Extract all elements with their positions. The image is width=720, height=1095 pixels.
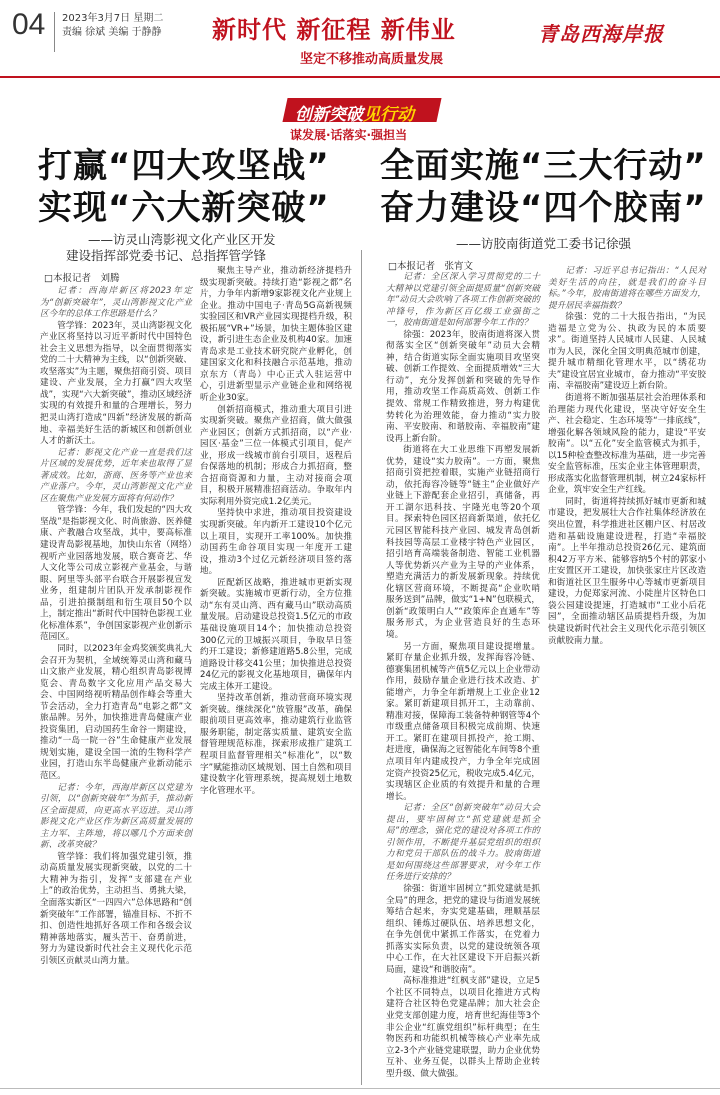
right-article-paragraph: 徐强：2023年，胶南街道将深入贯彻落实全区“创新突破年”动员大会精神，结合街道实际全面实施项目攻坚突破、创新工作提效、全面提质增效“三大行动”，充分发挥创新和突破的先导作用，推动攻坚工作高质高效、创新工作提效、常规工作精致推进，努力构建优势转化为治理效能，奋力推动“实力胶南、平安胶南、和谐胶南、幸福胶南”建设再上新台阶。 [386, 329, 540, 444]
newspaper-brand: 青岛西海岸报 [538, 22, 664, 46]
page-masthead [0, 0, 720, 78]
right-article-paragraph: 记者：全区“创新突破年”动员大会提出，要牢固树立“抓党建就是抓全局”的理念，强化党的建设对各项工作的引领作用，不断提升基层党组织的组织力和党员干部队伍的战斗力。胶南街道是如何围绕这些部署要求，对今年工作任务进行安排的？ [386, 803, 540, 883]
right-article-paragraph: 高标准推进“红枫支部”建设，立足5个社区不同特点，以项目化推进方式构建符合社区特色党建品牌；加大社会企业党支部创建力度，培育世纪海佳等3个非公企业“红旗党组织”标杆典型；在生物医药和功能织机械等核心产业率先成立2-3个产业链党建联盟，助力企业优势互补、业务互促，以群头上帮助企业转型升级、做大做强。 [386, 976, 540, 1079]
banner-title: 创新突破见行动 [295, 105, 414, 125]
right-article-paragraph: 同时，街道将持续抓好城市更新和城市建设，把发展壮大合作社集体经济放在突出位置，科学推进社区棚户区、村居改造和基础设施建设进程，打造“幸福胶南”。上半年推动总投资26亿元、建筑面积42万平方米、能够容纳5个村的郭家小庄安置区开工建设，加快张家庄片区改造和街道社区卫生服务中心等城市更新项目建设，力促郑家河流、小陡崖片区特色口袋公园建设提速，打造城市“工业小后花园”，全面推动辖区品质提档升级，为加快建设新时代社会主义现代化示范引领区贡献胶南力量。 [548, 496, 706, 646]
left-reporter: □本报记者 刘腾 [44, 273, 120, 284]
right-reporter: □本报记者 张宵文 [388, 261, 473, 272]
page-bottom-rule [0, 1088, 720, 1089]
left-article-paragraph: 坚持快中求进，推动项目投资建设实现新突破。年内新开工建设10个亿元以上项目，实现开工率100%。加快推动国药生命谷项目实现一年度开工建设，推动3个过亿元新经济项目签约落地。 [200, 508, 352, 577]
editors: 责编 徐斌 [62, 27, 106, 38]
left-article-paragraph: 管学锋：2023年，灵山湾影视文化产业区将坚持以习近平新时代中国特色社会主义思想为指导，以全面贯彻落实党的二十大精神为主线，以“创新突破、攻坚落实”为主题，聚焦招商引资、项目建设、产业发展，全力打赢“四大攻坚战”，实现“六大新突破”，推动区域经济实现的有效提升和量的合理增长，努力把灵山湾打造成“四新”经济发展的新高地、幸福美好生活的新城区和创新创业人才的新沃土。 [40, 320, 192, 447]
page-number: 04 [12, 8, 46, 41]
column-divider [361, 250, 362, 1085]
left-headline-line1: 打赢“四大攻坚战” [38, 146, 330, 186]
left-subtitle-line1: ——访灵山湾影视文化产业区开发 [88, 232, 276, 247]
left-article-paragraph: 管学锋：今年，我们发起的“四大攻坚战”是指影视文化、时尚旅游、医养健康、产教融合攻坚战，其中，要高标准建设青岛影视基地，加快山东省（网络）视听产业园落地发展，联合赛奇艺、华人文化等公司成立影视产业基金，与谐眼、阿里等头部平台联合开展影视宣发业务，组建制片团队开发承制影视作品，引进拍摄制组和衍生项目50个以上，制定推出“新时代中国特色影视工业化标准体系”，争创国家影视产业创新示范园区。 [40, 505, 192, 643]
left-article-paragraph: 记者：今年，西海岸新区以党建为引领，以“创新突破年”为抓手，推动新区全面提质，向更高水平迈进。灵山湾影视文化产业区作为新区高质量发展的主力军、主阵地，将以哪几个方面来创新、改革突破？ [40, 782, 192, 851]
page-meta [62, 12, 163, 40]
left-article-paragraph: 管学锋：我们将加强党建引领，推动高质量发展实现新突破，以党的二十大精神为指引，发挥“支部建在产业上”的政治优势，主动担当、勇挑大梁，全面落实新区“一四四六”总体思路和“创新突破年”工作部署，锚准目标、不折不扣、创造性地抓好各项工作和各级会议精神落地落实，履头苦干、奋勇前进，努力为建设新时代社会主义现代化示范引领区贡献灵山湾力量。 [40, 851, 192, 966]
masthead-rule [0, 76, 720, 78]
banner-tagline: 谋发展·话落实·强担当 [290, 128, 408, 142]
left-headline-line2: 实现“六大新突破” [38, 188, 330, 228]
right-subtitle: ——访胶南街道党工委书记徐强 [456, 236, 632, 251]
right-article-paragraph: 街道将在大工业思维下再塑发展新优势，建设“实力胶南”。一方面，聚焦招商引资把控着眼，实施产业链招商行动，依托海容冷链等“链主”企业做好产业链上下游配套企业招引，真储备，再开工湖尔迅科技、宇隆光电等20个项目。探索特色园区招商新渠道，依托亿元园区智能科技产业园、城发青岛创新科技园等高层工业楼宇特色产业园区，招引培育高端装备制造、智能工业机器人等优势新兴产业为主导的产业体系，塑造充满活力的新发展新现象。持续优化辖区营商环境，不断提高“企业吹哨 服务送到”品牌，做实“1+N”包联模式，创新“政策明白人”“政策库企直通车”等服务形式，为企业营造良好的生态环境。 [386, 445, 549, 640]
right-article-paragraph: 徐强：党的二十大报告指出，“为民造福是立党为公、执政为民的本质要求”。街道坚持人民城市人民建、人民城市为人民，深化全国文明典范城市创建，提升城市精细化管理水平，以“绣花功夫”建设宜居宜业城市，奋力推动“平安胶南、幸福胶南”建设迈上新台阶。 [548, 312, 706, 392]
right-article-column-2 [548, 266, 706, 1084]
left-article-paragraph: 坚持改革创新，推动营商环境实现新突破。继续深化“放管服”改革，确保眼前项目更高效率，推动建筑行业监管服务职能，制定落实质量、建筑安全监督管理规范标准，探索形成推广建筑工程项目监督管理相关“标准化”，以“数字”赋能推动区域规划、国土自然和项目建设数字化管理系统，提高规划土地数字化管理水平。 [200, 693, 352, 796]
left-article-paragraph: 匠配新区战略，推进城市更新实现新突破。实施城市更新行动，全方位推动“东有灵山湾、西有藏马山”联动高质量发展。启动建设总投资1.5亿元的市政基础设施项目14个；加快推动总投资300亿元的卫城振兴项目，争取早日签约开工建设；新修建道路5.8公里，完成道路设计移交41公里；加快推进总投资24亿元的影视文化基地项目，确保年内完成主体开工建设。 [200, 577, 352, 692]
left-article-paragraph: 记者：影视文化产业一直是我们这片区域的发展优势，近年来也取得了显著成效。比如，浙商、医务等产业也来产业落户。今年，灵山湾影视文化产业区在聚焦产业发展方面将有何动作？ [40, 447, 192, 504]
right-article-paragraph: 徐强：街道牢固树立“抓党建就是抓全局”的理念，把党的建设与街道发展统筹结合起来，夯实党建基础，理顺基层组织、锤炼过硬队伍、培养思想文化，在争先创优中紧抓工作落实，在党着力抓落实实际负责，以党的建设统领各项中心工作，在大社区建设下开启振兴新局面，建设“和谐胶南”。 [386, 883, 540, 975]
left-article-column-2 [200, 266, 352, 1084]
section-subslogan: 坚定不移推动高质量发展 [300, 52, 444, 67]
right-article-paragraph: 记者：习近平总书记指出：“人民对美好生活的向往，就是我们的奋斗目标。”今年，胶南街道将在哪些方面发力，提升居民幸福指数？ [548, 266, 706, 311]
right-article-paragraph: 另一方面，聚焦项目建设提增量。紧盯存量企业抓升级，发挥海容冷链、德赛集团机械等产值5亿元以上企业带动作用，鼓励存量企业进行技术改造、扩能增产，力争全年新增规上工业企业12家。紧盯新建项目抓开工，主动靠前、精准对接，保障海工装备特种钢管等4个市级重点储备项目积极完成前期、快速开工。紧盯在建项目抓投产，抢工期、赶进度，确保海之冠智能化车间等8个重点项目年内建成投产，力争全年完成固定资产投资25亿元，税收完成5.4亿元，实现辖区企业质的有效提升和量的合理增长。 [386, 641, 540, 802]
left-article-paragraph: 创新招商模式，推动重大项目引进实现新突破。聚焦产业招商，做大做强产业园区；创新方式抓招商，以“产业·园区·基金”三位一体模式引项目，促产业，形成一线城市前台引项目，返程后台保落地的机制；形成合力抓招商，整合招商资源和力量，主动对接商会项目，积极开展精准招商活动。争取年内实际利用外资完成1.2亿美元。 [200, 404, 352, 507]
issue-date: 2023年3月7日 [62, 13, 131, 24]
right-article-paragraph: 记者：全区深入学习贯彻党的二十大精神以党建引领全面提质量“创新突破年”动员大会吹响了各项工作创新突破的冲锋号，作为新区百亿级工业强街之一，胶南街道是如何部署今年工作的？ [386, 272, 540, 329]
right-article-paragraph: 街道将不断加强基层社会治理体系和治理能力现代化建设，坚决守好安全生产、社会稳定、生态环境等“一排底线”，增强化解各领域风险的能力，建设“平安胶南”。以“五化”安全监管模式为抓手，以15种检查整改标准为基础，进一步完善安全监管标准，压实企业主体管理职责，形成落实化监督管理机制，树立24家标杆企业，筑牢安全生产红线。 [548, 393, 706, 496]
feature-banner [285, 96, 445, 126]
designer: 美编 于静静 [108, 27, 162, 38]
left-article-column-1 [40, 286, 192, 1084]
left-article-paragraph: 同时，以2023年金鸡奖颁奖典礼大会召开为契机，全域统筹灵山湾和藏马山文旅产业发展，精心组织青岛影视博览会、青岛数字文化应用产品交易大会、中国网络视听精品创作峰会等重大节会活动，全力打造青岛“电影之都”文旅品牌。另外，加快推进青岛健康产业投资集团，启动国药生命谷一期建设，推动“一岛一院一谷”生命健康产业发展规划实施，建设全国一流的生物科学产业园，打造山东半岛健康产业新动能示范区。 [40, 643, 192, 781]
right-article-column-1 [386, 272, 549, 1084]
divider [54, 12, 55, 52]
left-article-paragraph: 聚焦主导产业，推动新经济提档升级实现新突破。持续打造“影视之都”名片，力争年内新增9家影视文化产业规上企业。推动中国电子·青岛5G高新视频实验园区和VR产业园实现提档升级，积极拓展“VR+”场景，加快主题体验区建设，新引进生态企业及机构40家。加速青岛求是工业技术研究院产业孵化，创建国家文化和科技融合示范基地，推动京东方（青岛）中心正式入驻运营中心，引进新型显示产业链企业和网络视听企业30家。 [200, 266, 352, 404]
left-article-paragraph: 记者：西海岸新区将2023年定为“创新突破年”，灵山湾影视文化产业区今年的总体工作思路是什么？ [40, 286, 192, 320]
section-slogan: 新时代 新征程 新伟业 [212, 15, 456, 44]
right-headline-line1: 全面实施“三大行动” [380, 146, 707, 186]
left-subtitle-line2: 建设指挥部党委书记、总指挥管学锋 [66, 248, 267, 263]
right-headline-line2: 奋力建设“四个胶南” [380, 188, 707, 228]
weekday: 星期二 [133, 13, 164, 24]
